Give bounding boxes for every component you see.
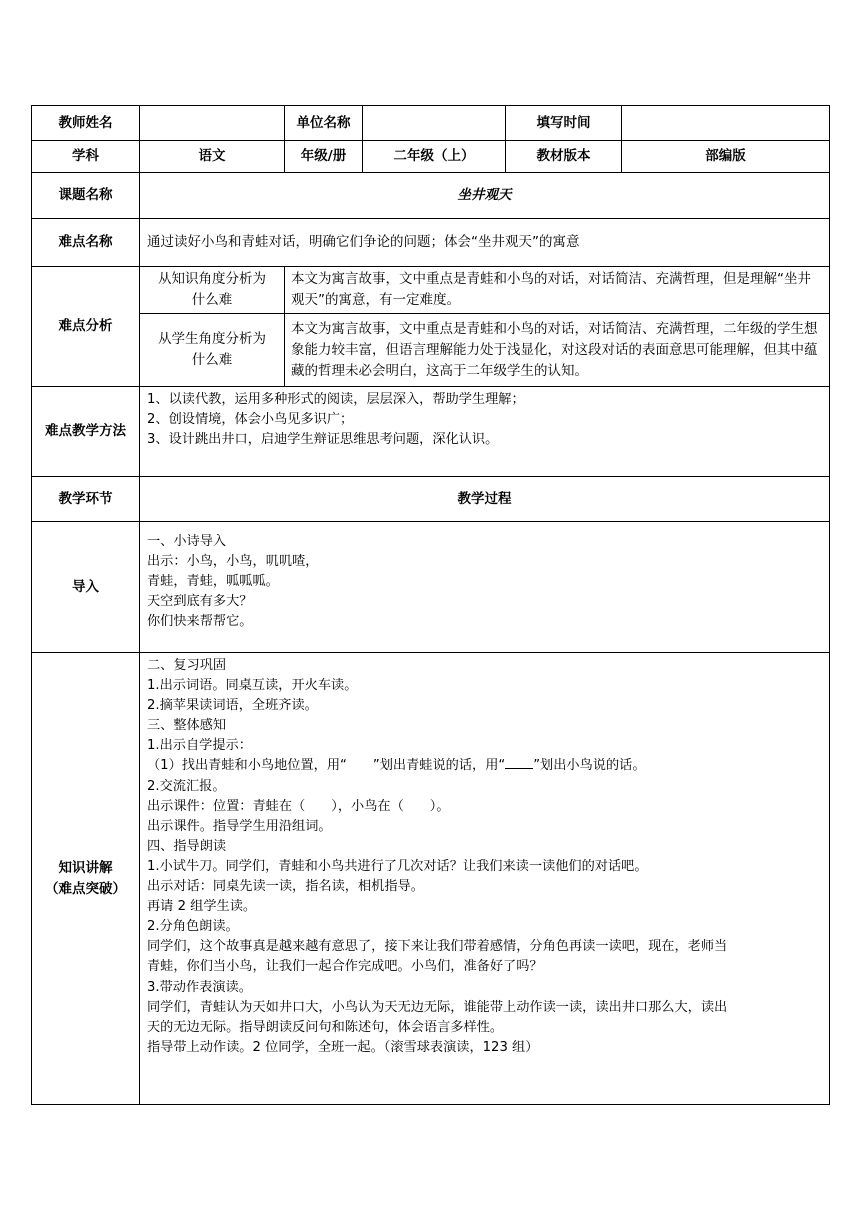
stage-header: 教学环节 [32,477,140,522]
title-row [32,173,830,219]
date-label: 填写时间 [506,106,622,141]
teacher-label: 教师姓名 [32,106,140,141]
analysis-label: 难点分析 [32,267,140,387]
edition-value: 部编版 [622,141,830,173]
student-angle-label [140,314,285,387]
student-angle-text: 本文为寓言故事，文中重点是青蛙和小鸟的对话，对话简洁、充满哲理，二年级的学生想象能力较丰富，但语言理解能力处于浅显化，对这段对话的表面意思可能理解，但其中蕴藏的哲理未必会明白，这高于二年级学生的认知。 [285,314,830,387]
knowledge-line: 同学们，青蛙认为天如井口大，小鸟认为天无边无际，谁能带上动作读一读，读出井口那么大，读出 [147,999,728,1015]
knowledge-angle-label [140,267,285,314]
analysis-student-row [32,314,830,387]
method-item: 3、设计跳出井口，启迪学生辩证思维思考问题，深化认识。 [147,432,499,448]
knowledge-line: 2.交流汇报。 [147,778,226,794]
knowledge-angle-label-line-2: 什么难 [191,292,233,308]
knowledge-line: 1.出示词语。同桌互读，开火车读。 [147,678,358,694]
knowledge-line: 2.分角色朗读。 [147,919,239,935]
knowledge-line-mark-instruction [147,756,823,776]
lesson-plan-table [31,105,830,1105]
knowledge-line: 三、整体感知 [147,718,227,734]
intro-label: 导入 [32,522,140,653]
knowledge-stage-label-line-1: 知识讲解 [58,859,113,876]
intro-line: 青蛙，青蛙，呱呱呱。 [147,574,279,590]
position-part-3: ）。 [429,798,450,814]
unit-value [363,106,506,141]
date-value [622,106,830,141]
knowledge-line-position [147,797,823,817]
lesson-title: 坐井观天 [140,173,830,219]
method-item: 2、创设情境，体会小鸟见多识广； [147,412,354,428]
intro-line: 出示：小鸟，小鸟，叽叽喳， [147,554,319,570]
knowledge-angle-text: 本文为寓言故事，文中重点是青蛙和小鸟的对话，对话简洁、充满哲理，但是理解“坐井观天”的寓意，有一定难度。 [285,267,830,314]
knowledge-angle-label-line-1: 从知识角度分析为 [158,271,266,287]
knowledge-line: 出示对话：同桌先读一读，指名读，相机指导。 [147,879,424,895]
subject-label: 学科 [32,141,140,173]
knowledge-line: 2.摘苹果读词语，全班齐读。 [147,698,318,714]
intro-row [32,522,830,653]
subject-value: 语文 [140,141,285,173]
title-label: 课题名称 [32,173,140,219]
knowledge-line: 1.出示自学提示： [147,738,252,754]
intro-line: 天空到底有多大？ [147,594,253,610]
mark-instruction-part-1: （1）找出青蛙和小鸟地位置，用“ [147,758,347,774]
position-part-1: 出示课件：位置：青蛙在（ [147,798,306,814]
intro-line: 一、小诗导入 [147,534,227,549]
knowledge-line: 3.带动作表演读。 [147,979,252,995]
header-row-2 [32,141,830,173]
knowledge-line: 二、复习巩固 [147,658,227,673]
knowledge-line: 指导带上动作读。2 位同学，全班一起。（滚雪球表演读，123 组） [147,1039,539,1055]
knowledge-line: 青蛙，你们当小鸟，让我们一起合作完成吧。小鸟们，准备好了吗？ [147,959,543,975]
knowledge-stage-label-line-2: （难点突破） [45,880,126,897]
analysis-knowledge-row [32,267,830,314]
method-item: 1、以读代教，运用多种形式的阅读，层层深入，帮助学生理解； [147,392,525,407]
methods-row [32,387,830,477]
knowledge-row [32,653,830,1105]
knowledge-line: 1.小试牛刀。同学们，青蛙和小鸟共进行了几次对话？让我们来读一读他们的对话吧。 [147,858,648,874]
mark-instruction-part-2: ”划出青蛙说的话，用“ [372,758,506,774]
edition-label: 教材版本 [506,141,622,173]
student-angle-label-line-1: 从学生角度分析为 [158,331,266,347]
grade-label: 年级/册 [285,141,363,173]
student-angle-label-line-2: 什么难 [191,352,233,368]
knowledge-line: 天的无边无际。指导朗读反问句和陈述句，体会语言多样性。 [147,1019,504,1035]
knowledge-line: 出示课件。指导学生用沿组词。 [147,818,332,834]
knowledge-content [140,653,830,1105]
teacher-value [140,106,285,141]
unit-label: 单位名称 [285,106,363,141]
difficulty-label: 难点名称 [32,219,140,267]
process-header: 教学过程 [140,477,830,522]
header-row-1 [32,106,830,141]
process-header-row [32,477,830,522]
methods-label: 难点教学方法 [32,387,140,477]
intro-line: 你们快来帮帮它。 [147,614,253,630]
difficulty-value: 通过读好小鸟和青蛙对话，明确它们争论的问题；体会“坐井观天”的寓意 [140,219,830,267]
difficulty-row [32,219,830,267]
knowledge-stage-label [32,653,140,1105]
knowledge-line: 再请 2 组学生读。 [147,899,257,915]
position-part-2: ），小鸟在（ [331,798,404,814]
methods-list [140,387,830,477]
grade-value: 二年级（上） [363,141,506,173]
mark-instruction-part-3: ”划出小鸟说的话。 [533,758,646,774]
intro-content [140,522,830,653]
bird-underline-mark [505,757,533,769]
knowledge-line: 四、指导朗读 [147,838,227,854]
knowledge-line: 同学们，这个故事真是越来越有意思了，接下来让我们带着感情，分角色再读一读吧，现在，老师当 [147,939,728,955]
